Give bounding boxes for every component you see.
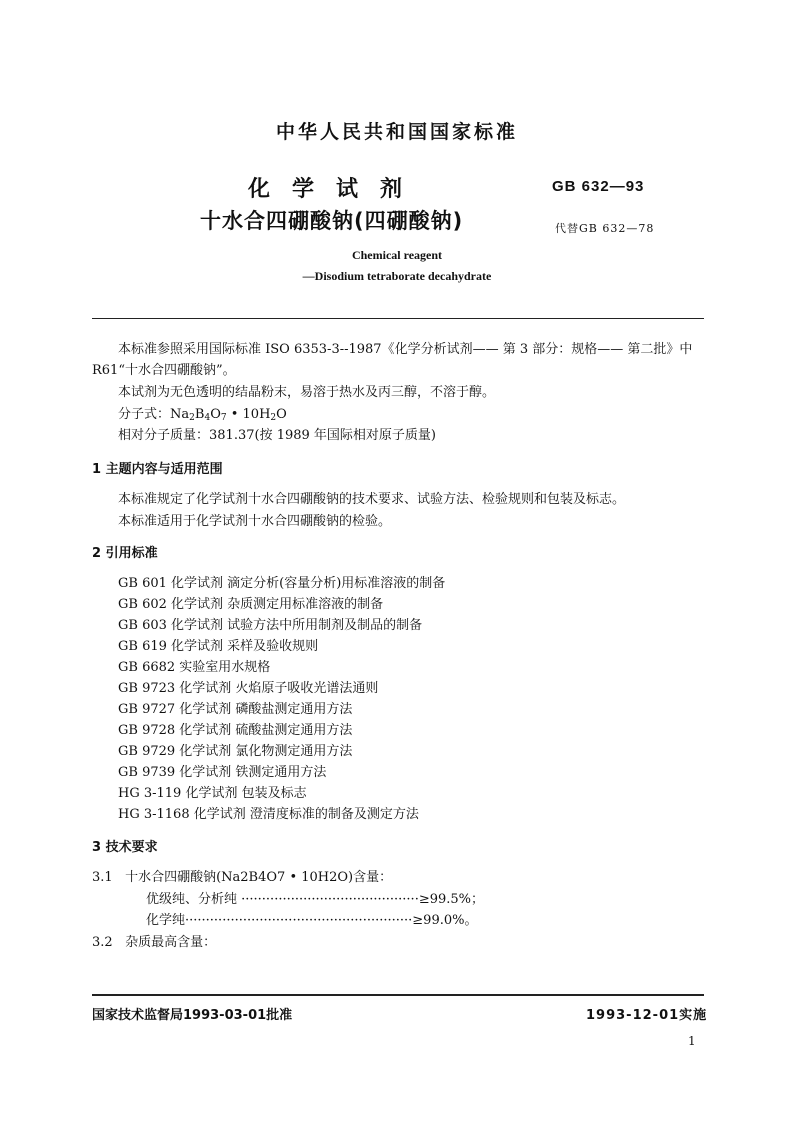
effective-date: 1993-12-01实施: [586, 1008, 708, 1023]
grade-purity-line: 优级纯、分析纯 ···········································≥99.5%；: [146, 892, 485, 907]
molecular-formula: [118, 403, 287, 423]
english-title: Chemical reagent: [351, 248, 443, 262]
clause-3-2: [92, 931, 216, 950]
english-subtitle: —Disodium tetraborate decahydrate: [302, 269, 492, 283]
replaces-standard: 代替GB 632—78: [555, 222, 655, 235]
grade-purity-line: 化学纯·······················································≥99.0%。: [146, 913, 478, 928]
footer-divider: [92, 994, 704, 996]
reference-standard: GB 602 化学试剂 杂质测定用标准溶液的制备: [118, 597, 384, 612]
document-title-category: 化学试剂: [248, 177, 425, 202]
section-1-heading: 1 主题内容与适用范围: [92, 462, 223, 477]
formula-part: B: [194, 407, 205, 422]
formula-label: 分子式：: [118, 407, 171, 422]
formula-sub: 2: [189, 413, 195, 423]
section-2-heading: 2 引用标准: [92, 546, 158, 561]
header-divider: [92, 318, 704, 319]
reference-standard: GB 601 化学试剂 滴定分析(容量分析)用标准溶液的制备: [118, 576, 446, 591]
reference-standard: HG 3-119 化学试剂 包装及标志: [118, 786, 307, 801]
formula-part: O: [210, 407, 221, 422]
reference-standard: GB 9729 化学试剂 氯化物测定通用方法: [118, 744, 353, 759]
clause-text: 十水合四硼酸钠(Na2B4O7 • 10H2O)含量：: [125, 870, 393, 885]
reference-standard: GB 6682 实验室用水规格: [118, 660, 271, 675]
reference-standard: GB 9739 化学试剂 铁测定通用方法: [118, 765, 327, 780]
formula-sub: 2: [270, 413, 277, 423]
reference-standard: GB 9727 化学试剂 磷酸盐测定通用方法: [118, 702, 353, 717]
intro-paragraph-line1: 本标准参照采用国际标准 ISO 6353-3--1987《化学分析试剂—— 第 3 部分：规格—— 第二批》中: [118, 342, 693, 357]
reference-standard: GB 9728 化学试剂 硫酸盐测定通用方法: [118, 723, 353, 738]
reference-standard: GB 619 化学试剂 采样及验收规则: [118, 639, 319, 654]
formula-part: O: [276, 407, 287, 422]
reference-standard: GB 9723 化学试剂 火焰原子吸收光谱法通则: [118, 681, 379, 696]
reference-standard: GB 603 化学试剂 试验方法中所用制剂及制品的制备: [118, 618, 423, 633]
clause-3-1: [92, 866, 392, 885]
section-1-line2: 本标准适用于化学试剂十水合四硼酸钠的检验。: [118, 514, 392, 529]
section-3-heading: 3 技术要求: [92, 840, 158, 855]
formula-part: • 10H: [226, 407, 271, 422]
intro-paragraph-line2: R61“十水合四硼酸钠”。: [92, 363, 236, 378]
clause-number: 3.1: [92, 870, 113, 885]
approval-date: 国家技术监督局1993-03-01批准: [92, 1008, 293, 1023]
molecular-mass: 相对分子质量：381.37(按 1989 年国际相对原子质量): [118, 428, 436, 443]
formula-part: Na: [170, 407, 190, 422]
gb-number: GB 632—93: [552, 178, 645, 195]
document-title-substance: 十水合四硼酸钠(四硼酸钠): [200, 209, 464, 233]
reference-standard: HG 3-1168 化学试剂 澄清度标准的制备及测定方法: [118, 807, 419, 822]
section-1-line1: 本标准规定了化学试剂十水合四硼酸钠的技术要求、试验方法、检验规则和包装及标志。: [118, 492, 626, 507]
formula-sub: 4: [204, 413, 211, 423]
clause-text: 杂质最高含量：: [125, 935, 217, 950]
clause-number: 3.2: [92, 935, 113, 950]
page-number: 1: [688, 1034, 696, 1048]
formula-sub: 7: [220, 413, 227, 423]
national-standard-title: 中华人民共和国国家标准: [275, 121, 518, 143]
intro-description: 本试剂为无色透明的结晶粉末，易溶于热水及丙三醇，不溶于醇。: [118, 385, 496, 400]
